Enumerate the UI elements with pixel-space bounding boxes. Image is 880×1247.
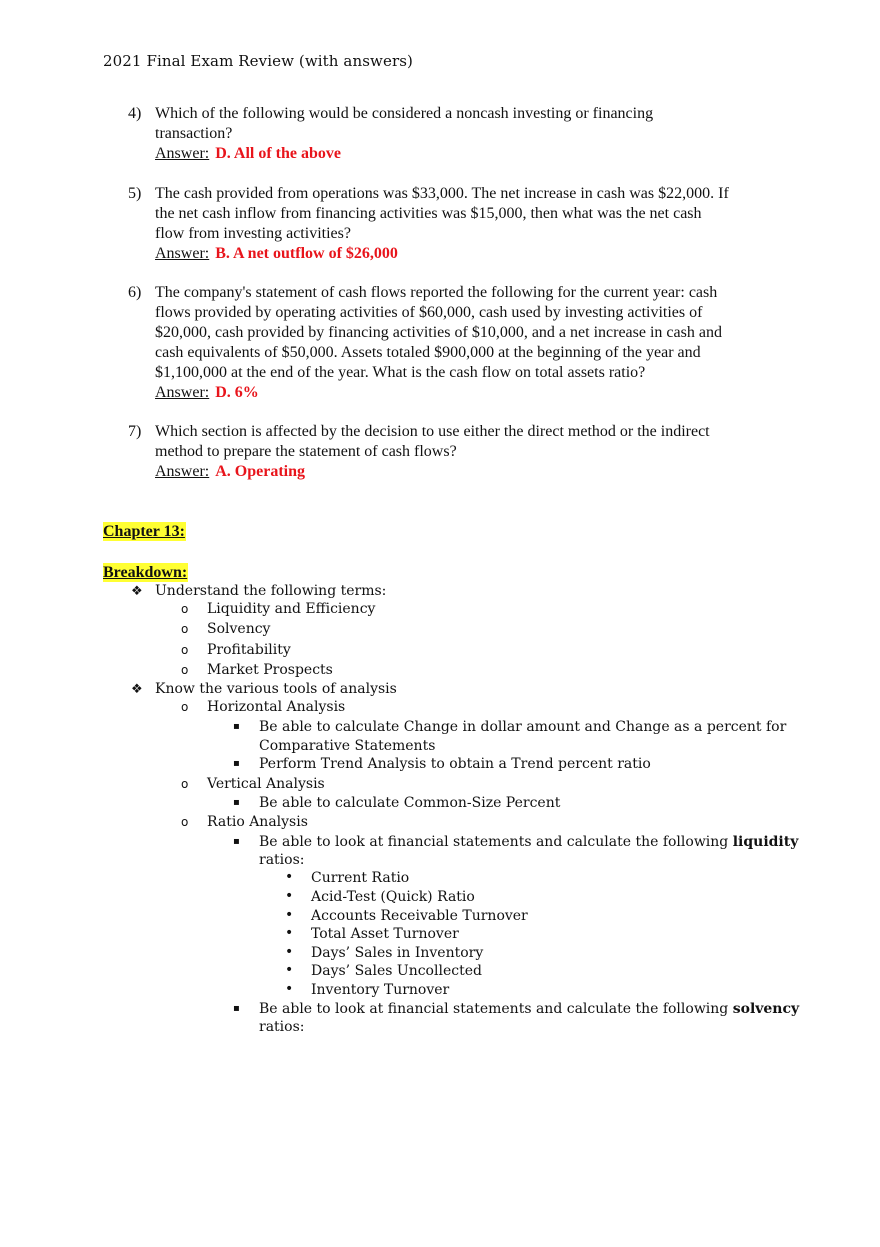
- question-text: Which section is affected by the decision to use either the direct method or the indirect: [155, 423, 710, 440]
- circle-bullet-icon: o: [181, 815, 189, 829]
- dot-bullet-icon: •: [285, 962, 294, 978]
- answer-label: Answer:: [155, 245, 210, 262]
- diamond-bullet-icon: ❖: [131, 584, 143, 599]
- square-bullet-icon: ▪: [233, 758, 240, 769]
- diamond-bullet-icon: ❖: [131, 682, 143, 697]
- vertical-item: Be able to calculate Common-Size Percent: [259, 795, 561, 811]
- liquidity-keyword: liquidity: [732, 834, 799, 850]
- dot-bullet-icon: •: [285, 888, 294, 904]
- question-text: flow from investing activities?: [155, 225, 351, 242]
- dot-bullet-icon: •: [285, 925, 294, 941]
- answer-line: [155, 383, 788, 403]
- circle-bullet-icon: o: [181, 663, 189, 677]
- horizontal-item-continued: Comparative Statements: [259, 738, 436, 754]
- horizontal-item: Be able to calculate Change in dollar amount and Change as a percent for: [259, 719, 787, 735]
- solvency-intro-text: Be able to look at financial statements and calculate the following: [259, 1001, 729, 1017]
- question-text: The company's statement of cash flows reported the following for the current year: cash: [155, 284, 718, 301]
- question-text: flows provided by operating activities of $60,000, cash used by investing activities of: [155, 304, 703, 321]
- question-6: [128, 283, 788, 403]
- circle-bullet-icon: o: [181, 622, 189, 636]
- document-header: 2021 Final Exam Review (with answers): [103, 52, 413, 70]
- liquidity-ratio-item: Days’ Sales Uncollected: [311, 963, 482, 979]
- ratio-analysis-title: Ratio Analysis: [207, 814, 308, 830]
- liquidity-ratio-item: Total Asset Turnover: [311, 926, 459, 942]
- question-text: Which of the following would be considered a noncash investing or financing: [155, 105, 654, 122]
- liquidity-ratio-item: Days’ Sales in Inventory: [311, 945, 484, 961]
- term-item: Solvency: [207, 621, 271, 637]
- liquidity-intro-text: Be able to look at financial statements and calculate the following: [259, 834, 729, 850]
- answer-line: [155, 144, 788, 164]
- vertical-analysis-title: Vertical Analysis: [207, 776, 325, 792]
- term-item: Market Prospects: [207, 662, 333, 678]
- question-text: cash equivalents of $50,000. Assets totaled $900,000 at the beginning of the year and: [155, 344, 701, 361]
- liquidity-ratio-item: Inventory Turnover: [311, 982, 450, 998]
- circle-bullet-icon: o: [181, 700, 189, 714]
- answer-line: [155, 462, 788, 482]
- answer-line: [155, 244, 788, 264]
- dot-bullet-icon: •: [285, 981, 294, 997]
- question-7: [128, 422, 788, 482]
- question-text: $20,000, cash provided by financing activities of $10,000, and a net increase in cash and: [155, 324, 722, 341]
- answer-value: B. A net outflow of $26,000: [215, 245, 398, 262]
- solvency-intro: [259, 1000, 799, 1018]
- answer-value: A. Operating: [215, 463, 305, 480]
- chapter-heading: Chapter 13:: [103, 523, 185, 540]
- liquidity-ratio-item: Current Ratio: [311, 870, 410, 886]
- circle-bullet-icon: o: [181, 643, 189, 657]
- question-5: [128, 184, 788, 264]
- dot-bullet-icon: •: [285, 944, 294, 960]
- square-bullet-icon: ▪: [233, 721, 240, 732]
- question-number: 5): [128, 185, 142, 202]
- square-bullet-icon: ▪: [233, 797, 240, 808]
- liquidity-intro-continued: ratios:: [259, 852, 305, 868]
- horizontal-item: Perform Trend Analysis to obtain a Trend percent ratio: [259, 756, 651, 772]
- question-number: 7): [128, 423, 142, 440]
- term-item: Liquidity and Efficiency: [207, 601, 376, 617]
- square-bullet-icon: ▪: [233, 1003, 240, 1014]
- solvency-intro-continued: ratios:: [259, 1019, 305, 1035]
- answer-label: Answer:: [155, 384, 210, 401]
- understand-terms-label: Understand the following terms:: [155, 583, 387, 599]
- question-text: method to prepare the statement of cash flows?: [155, 443, 457, 460]
- question-4: [128, 104, 788, 164]
- liquidity-ratio-item: Accounts Receivable Turnover: [311, 908, 528, 924]
- liquidity-intro: [259, 833, 798, 851]
- question-number: 4): [128, 105, 142, 122]
- circle-bullet-icon: o: [181, 777, 189, 791]
- answer-label: Answer:: [155, 145, 210, 162]
- answer-value: D. All of the above: [215, 145, 341, 162]
- breakdown-heading: Breakdown:: [103, 564, 188, 581]
- question-text: The cash provided from operations was $33,000. The net increase in cash was $22,000. If: [155, 185, 729, 202]
- dot-bullet-icon: •: [285, 907, 294, 923]
- answer-label: Answer:: [155, 463, 210, 480]
- horizontal-analysis-title: Horizontal Analysis: [207, 699, 346, 715]
- question-text: transaction?: [155, 125, 233, 142]
- liquidity-ratio-item: Acid-Test (Quick) Ratio: [311, 889, 475, 905]
- question-text: the net cash inflow from financing activities was $15,000, then what was the net cash: [155, 205, 702, 222]
- dot-bullet-icon: •: [285, 869, 294, 885]
- solvency-keyword: solvency: [732, 1001, 800, 1017]
- tools-intro: Know the various tools of analysis: [155, 681, 397, 697]
- answer-value: D. 6%: [215, 384, 259, 401]
- circle-bullet-icon: o: [181, 602, 189, 616]
- square-bullet-icon: ▪: [233, 836, 240, 847]
- term-item: Profitability: [207, 642, 291, 658]
- question-text: $1,100,000 at the end of the year. What is the cash flow on total assets ratio?: [155, 364, 646, 381]
- question-number: 6): [128, 284, 142, 301]
